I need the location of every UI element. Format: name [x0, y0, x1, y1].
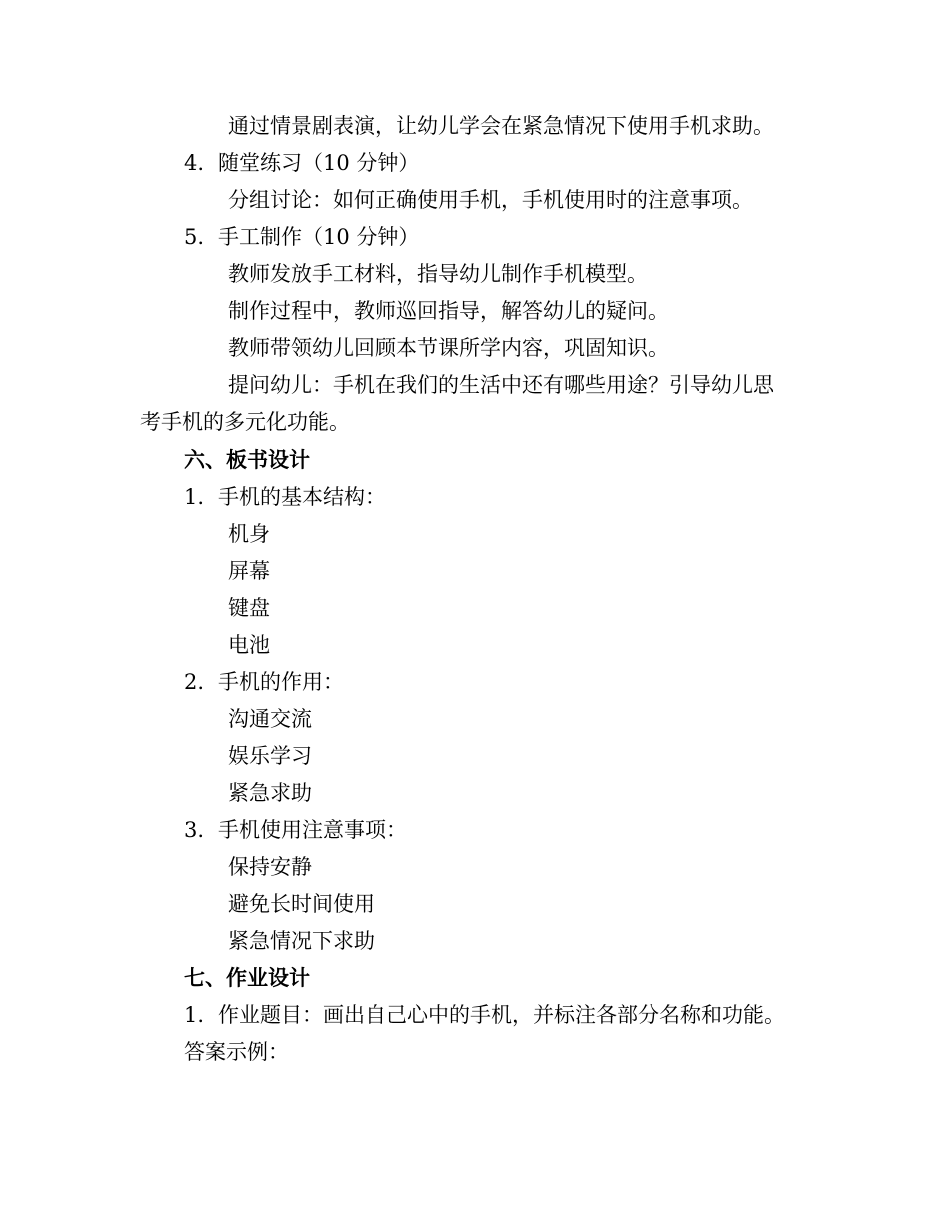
sub-item: 娱乐学习	[228, 744, 312, 768]
list-item-text: 手机使用注意事项：	[218, 818, 407, 842]
sub-item: 保持安静	[228, 855, 312, 879]
list-number: 2.	[184, 670, 205, 694]
paragraph-line: 教师带领幼儿回顾本节课所学内容，巩固知识。	[228, 336, 669, 360]
list-number: 1.	[184, 485, 205, 509]
list-number: 3.	[184, 818, 205, 842]
list-item-text: 手机的基本结构：	[218, 485, 386, 509]
list-item-homework-topic	[184, 1000, 785, 1030]
list-item-structure	[184, 482, 386, 512]
sub-item: 键盘	[228, 596, 270, 620]
paragraph-line: 制作过程中，教师巡回指导，解答幼儿的疑问。	[228, 299, 669, 323]
sub-item: 紧急情况下求助	[228, 929, 375, 953]
list-number: 5.	[184, 225, 205, 249]
list-item-practice	[184, 148, 419, 178]
list-item-text: 手工制作（10 分钟）	[218, 225, 420, 249]
sub-item: 机身	[228, 522, 270, 546]
paragraph-line: 分组讨论：如何正确使用手机，手机使用时的注意事项。	[228, 188, 753, 212]
sub-item: 沟通交流	[228, 707, 312, 731]
section-heading-board-design: 六、板书设计	[184, 447, 310, 472]
list-number: 4.	[184, 151, 205, 175]
paragraph-line: 教师发放手工材料，指导幼儿制作手机模型。	[228, 262, 648, 286]
sub-item: 屏幕	[228, 559, 270, 583]
list-item-function	[184, 667, 344, 697]
list-item-text: 作业题目：画出自己心中的手机，并标注各部分名称和功能。	[218, 1003, 785, 1027]
sub-item: 紧急求助	[228, 781, 312, 805]
paragraph-line: 通过情景剧表演，让幼儿学会在紧急情况下使用手机求助。	[228, 114, 774, 138]
list-item-text: 手机的作用：	[218, 670, 344, 694]
answer-example-label: 答案示例：	[184, 1040, 289, 1064]
sub-item: 避免长时间使用	[228, 892, 375, 916]
list-item-handcraft	[184, 222, 419, 252]
list-item-notes	[184, 815, 407, 845]
list-number: 1.	[184, 1003, 205, 1027]
sub-item: 电池	[228, 633, 270, 657]
section-heading-homework: 七、作业设计	[184, 965, 310, 990]
paragraph-line-wrap: 考手机的多元化功能。	[140, 410, 350, 434]
paragraph-line: 提问幼儿：手机在我们的生活中还有哪些用途？引导幼儿思	[228, 373, 774, 397]
list-item-text: 随堂练习（10 分钟）	[218, 151, 420, 175]
